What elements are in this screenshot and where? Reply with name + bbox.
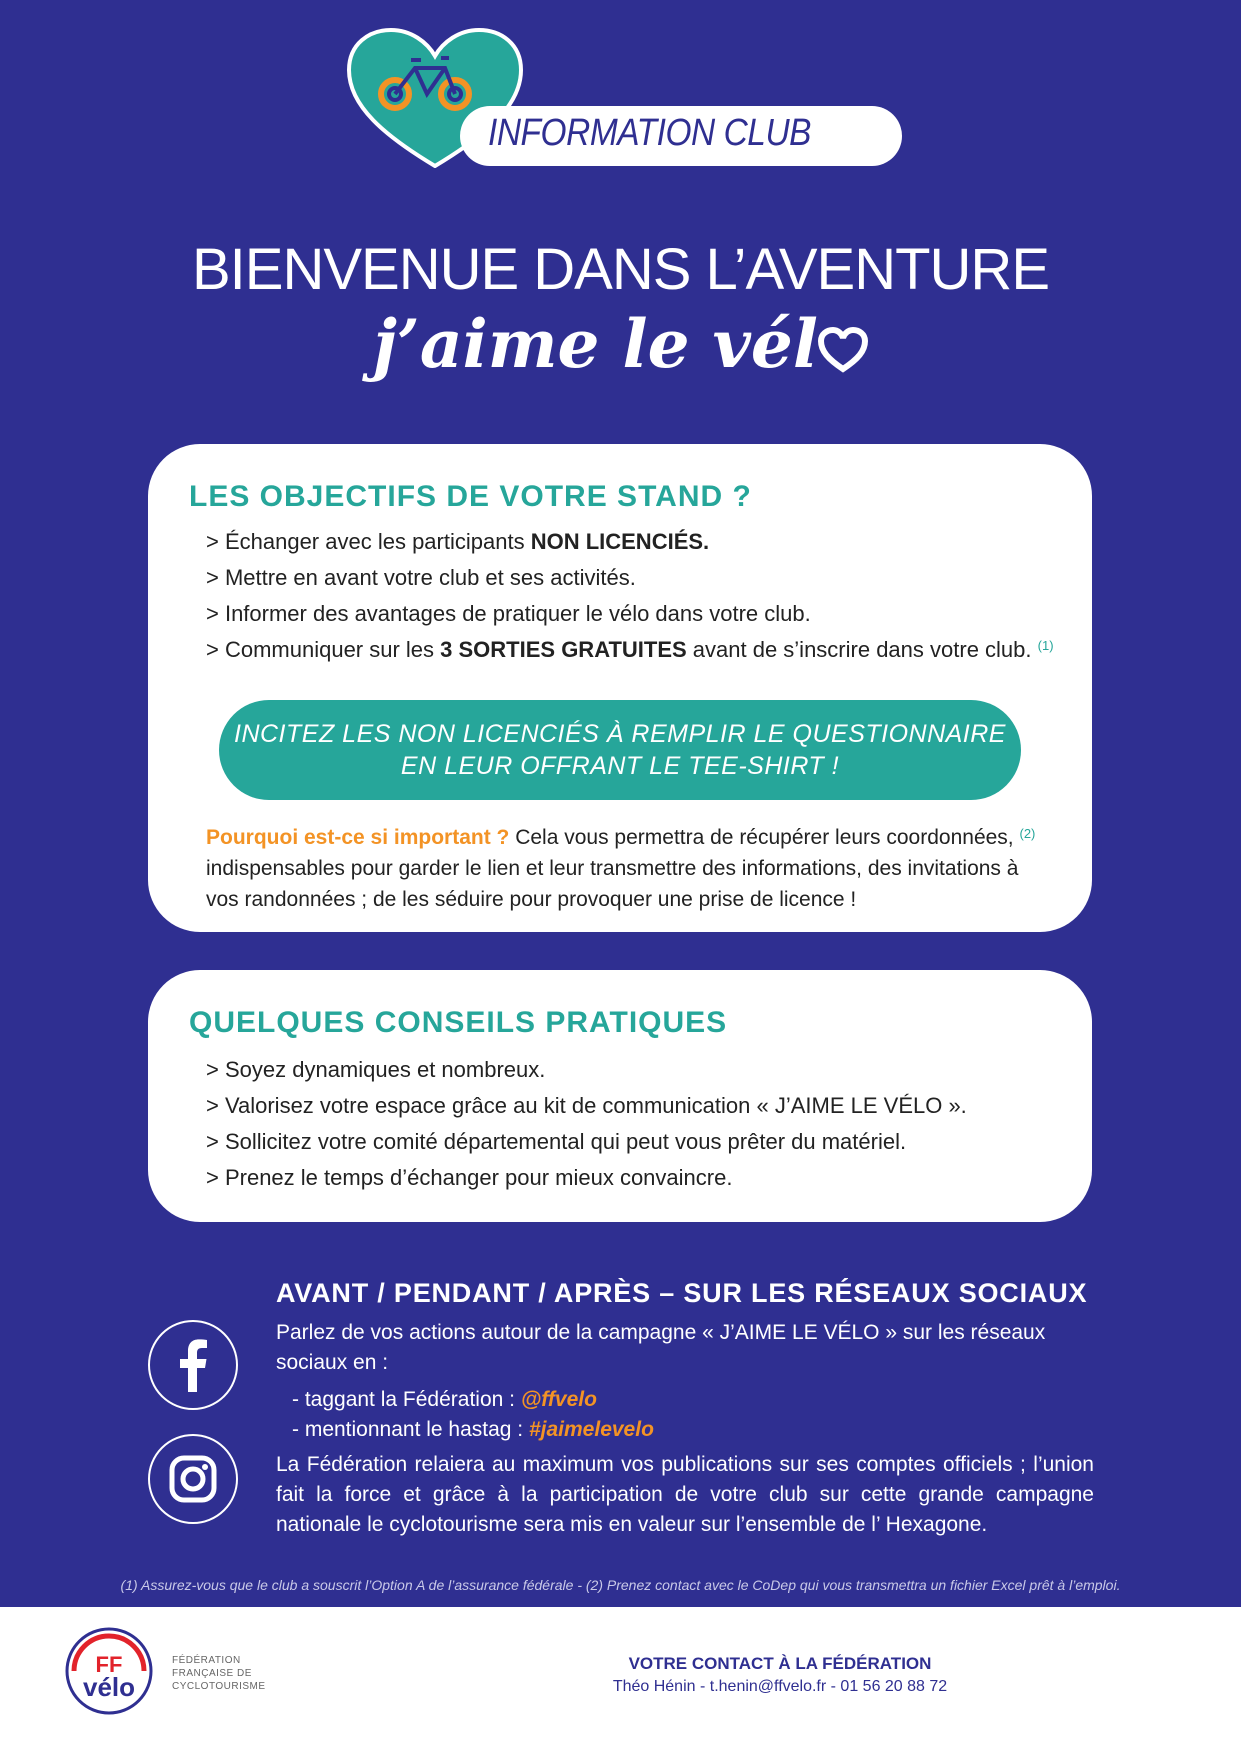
tips-title: QUELQUES CONSEILS PRATIQUES [189,1006,728,1039]
why-text-2: indispensables pour garder le lien et leur transmettre des informations, des invitations à vos randonnées ; de les séduire pour provoquer une prise de licence ! [206,857,1019,911]
logo-ff: FF [95,1652,123,1677]
contact-details[interactable]: Théo Hénin - t.henin@ffvelo.fr - 01 56 20 88 72 [612,1678,948,1695]
social-intro: Parlez de vos actions autour de la campagne « J’AIME LE VÉLO » sur les réseaux sociaux en : [276,1321,1046,1374]
footnote-ref: (1) [1037,638,1054,653]
tag-handle[interactable]: @ffvelo [520,1388,597,1411]
item-text-after: avant de s’inscrire dans votre club. [686,637,1032,662]
footnote-ref: (2) [1019,826,1036,841]
ffvelo-logo [64,1626,154,1716]
footnotes: (1) Assurez-vous que le club a souscrit l’Option A de l’assurance fédérale - (2) Prenez contact avec le CoDep qui vous transmettra un fichier Excel prêt à l’emploi. [120,1577,1121,1593]
cta-line-2: EN LEUR OFFRANT LE TEE-SHIRT ! [400,752,840,780]
facebook-icon[interactable] [148,1320,238,1410]
cta-banner [219,700,1021,800]
item-bold: 3 SORTIES GRATUITES [440,637,687,662]
why-paragraph [206,822,1046,915]
list-item [206,524,1054,560]
why-text-1: Cela vous permettra de récupérer leurs coordonnées, [509,826,1014,849]
fed-line: CYCLOTOURISME [172,1681,266,1692]
list-item [206,596,1054,632]
logo-velo: vélo [82,1672,136,1702]
contact-title: VOTRE CONTACT À LA FÉDÉRATION [628,1654,932,1673]
instagram-glyph [150,1436,236,1522]
item-text: > Échanger avec les participants [206,529,531,554]
list-item: > Soyez dynamiques et nombreux. [206,1057,546,1082]
item-text: > Communiquer sur les [206,637,441,662]
item-text: > Mettre en avant votre club et ses activités. [206,565,636,590]
page-title: BIENVENUE DANS L’AVENTURE [191,237,1050,302]
objectives-card [148,444,1092,932]
fed-line: FÉDÉRATION [172,1655,241,1666]
list-item: > Valorisez votre espace grâce au kit de communication « J’AIME LE VÉLO ». [206,1093,967,1118]
objectives-title: LES OBJECTIFS DE VOTRE STAND ? [189,480,752,513]
social-title: AVANT / PENDANT / APRÈS – SUR LES RÉSEAUX SOCIAUX [276,1278,1088,1308]
cta-line-1: INCITEZ LES NON LICENCIÉS À REMPLIR LE QUESTIONNAIRE [234,720,1006,748]
objectives-list [206,524,1054,668]
list-item: > Sollicitez votre comité départemental qui peut vous prêter du matériel. [206,1129,907,1154]
list-item [206,632,1054,668]
item-text: > Informer des avantages de pratiquer le vélo dans votre club. [206,601,811,626]
tips-list [206,1052,967,1196]
tips-card [148,970,1092,1222]
social-tags [292,1385,654,1445]
script-title [0,305,1241,383]
script-title-text: j’aime le vél [373,305,818,383]
social-outro: La Fédération relaiera au maximum vos publications sur ses comptes officiels ; l’union fait la force et grâce à la participation de votre club sur cette grande campagne nationale le cyclotourisme sera mis en valeur sur l’ensemble de l’ Hexagone. [276,1453,1094,1536]
why-label: Pourquoi est-ce si important ? [206,826,510,849]
list-item [206,560,1054,596]
hashtag[interactable]: #jaimelevelo [528,1418,654,1441]
fed-line: FRANÇAISE DE [172,1668,252,1679]
instagram-icon[interactable] [148,1434,238,1524]
badge-label: INFORMATION CLUB [488,112,812,154]
hashtag-prefix: - mentionnant le hastag : [292,1418,529,1441]
tag-prefix: - taggant la Fédération : [292,1388,521,1411]
federation-name [172,1654,266,1693]
list-item: > Prenez le temps d’échanger pour mieux convaincre. [206,1165,733,1190]
heart-icon [818,327,868,373]
item-bold: NON LICENCIÉS. [530,529,710,554]
facebook-glyph [150,1322,236,1408]
